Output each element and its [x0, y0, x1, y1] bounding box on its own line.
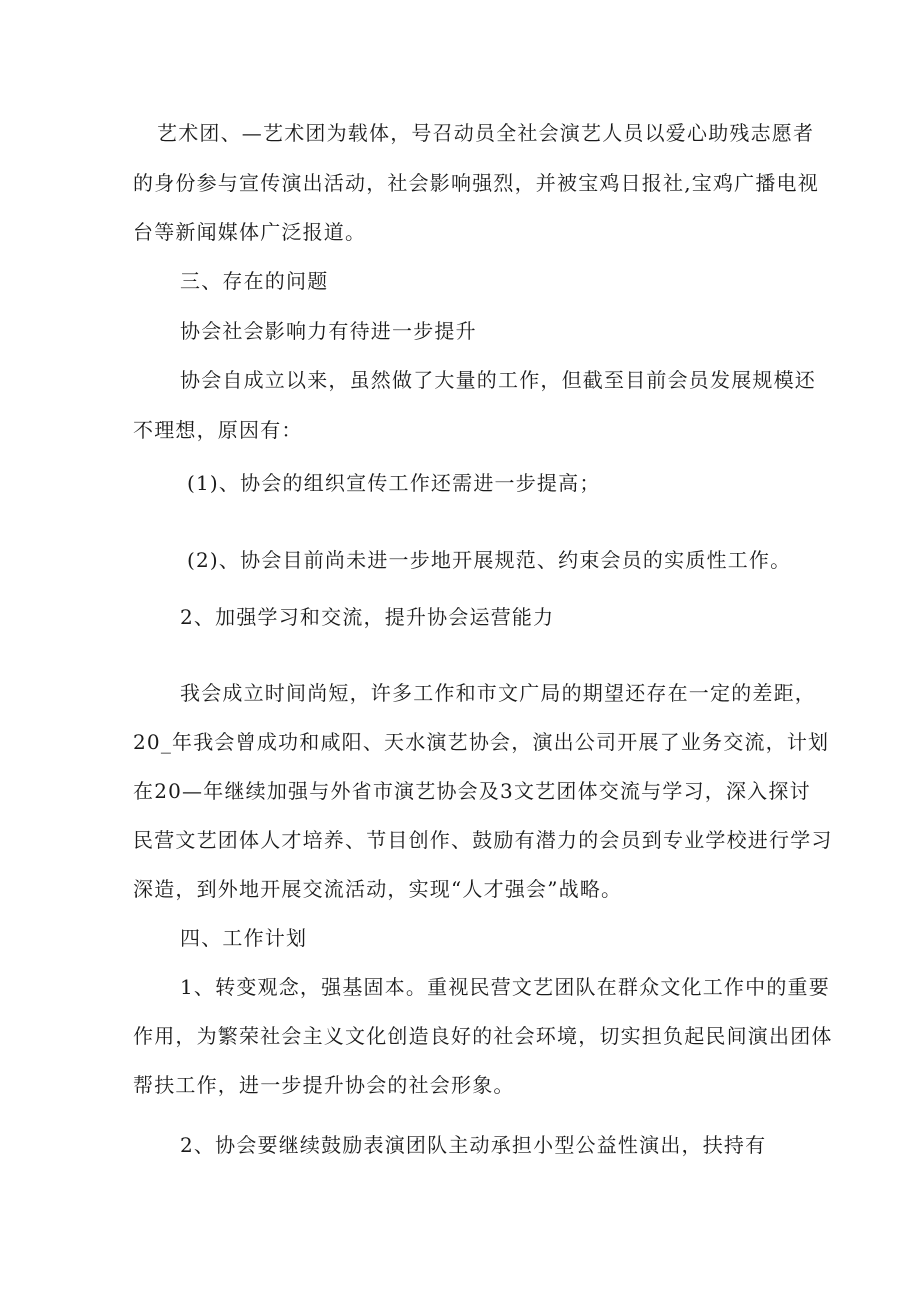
text-line-18: 作用，为繁荣社会主义文化创造良好的社会环境，切实担负起民间演出团体 [133, 1024, 833, 1048]
text-line-13: 在20—年继续加强与外省市演艺协会及3文艺团体交流与学习，深入探讨 [133, 779, 811, 803]
section-heading-plan: 四、工作计划 [180, 926, 308, 950]
text-line-6: 协会自成立以来，虽然做了大量的工作，但截至目前会员发展规模还 [180, 368, 816, 392]
text-line-2: 的身份参与宣传演出活动，社会影响强烈，并被宝鸡日报社,宝鸡广播电视 [133, 171, 819, 195]
text-line-15: 深造，到外地开展交流活动，实现“人才强会”战略。 [133, 877, 623, 901]
text-line-17: 1、转变观念，强基固本。重视民营文艺团队在群众文化工作中的重要 [180, 975, 830, 999]
text-line-19: 帮扶工作，进一步提升协会的社会形象。 [133, 1073, 515, 1097]
section-heading-problems: 三、存在的问题 [180, 269, 329, 293]
subheading-learning: 2、加强学习和交流，提升协会运营能力 [180, 605, 555, 629]
text-line-12: 20_年我会曾成功和咸阳、天水演艺协会，演出公司开展了业务交流，计划 [133, 730, 830, 754]
text-line-20: 2、协会要继续鼓励表演团队主动承担小型公益性演出，扶持有 [180, 1133, 767, 1157]
list-item-2: (2)、协会目前尚未进一步地开展规范、约束会员的实质性工作。 [187, 548, 792, 572]
text-line-11: 我会成立时间尚短，许多工作和市文广局的期望还存在一定的差距， [180, 681, 816, 705]
text-line-14: 民营文艺团体人才培养、节目创作、鼓励有潜力的会员到专业学校进行学习 [133, 828, 833, 852]
text-line-1: 艺术团、—艺术团为载体，号召动员全社会演艺人员以爱心助残志愿者 [157, 121, 815, 145]
subheading-influence: 协会社会影响力有待进一步提升 [180, 319, 477, 343]
text-line-7: 不理想，原因有： [133, 418, 303, 442]
text-line-3: 台等新闻媒体广泛报道。 [133, 220, 367, 244]
list-item-1: (1)、协会的组织宣传工作还需进一步提高； [187, 471, 601, 495]
